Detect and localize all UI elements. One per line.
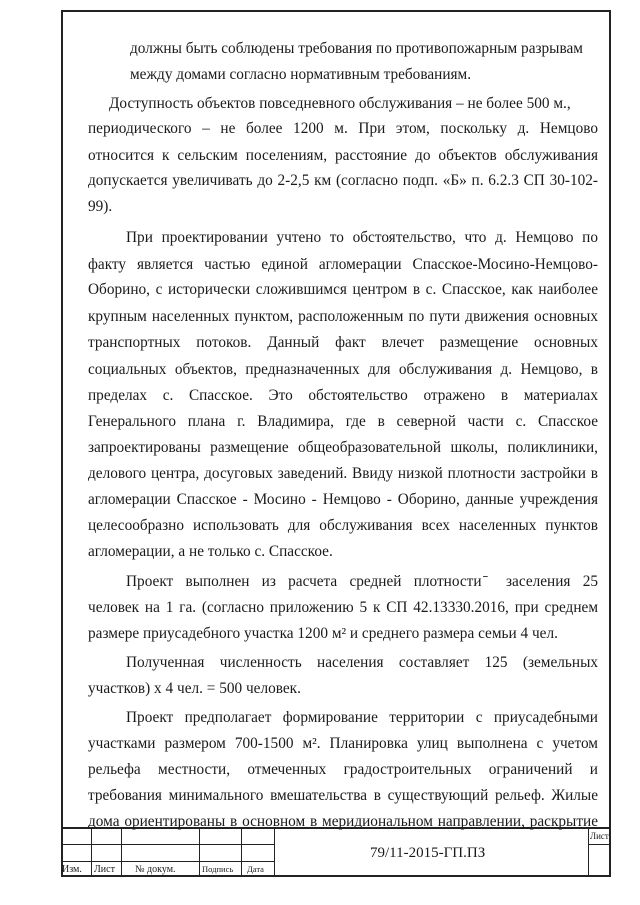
text-line: Проект выполнен из расчета средней плотности ̄ заселения 25 — [126, 573, 598, 590]
text-line: рельефа местности, отмеченных градостроительных ограничений и — [88, 761, 598, 778]
text-line: относится к сельским поселениям, расстояние до объектов обслуживания — [88, 147, 598, 164]
document-code: 79/11-2015-ГП.ПЗ — [370, 845, 486, 861]
text-line: агломерации, а не только с. Спасское. — [88, 543, 333, 560]
text-line: дома ориентированы в основном в меридиональном направлении, раскрытие — [88, 813, 598, 830]
text-line: целесообразно использовать для обслуживания всех населенных пунктов — [88, 517, 598, 534]
text-line: факту является частью единой агломерации Спасское-Мосино-Немцово- — [88, 256, 598, 273]
text-line: Полученная численность населения составляет 125 (земельных — [126, 654, 598, 671]
text-line: участков) х 4 чел. = 500 человек. — [88, 680, 301, 697]
title-block — [61, 827, 611, 877]
text-line: Генерального плана г. Владимира, где в северной части с. Спасское — [88, 413, 598, 430]
column-label-sheet: Лист — [94, 864, 115, 875]
text-line: участками размером 700-1500 м². Планировка улиц выполнена с учетом — [88, 735, 598, 752]
text-line: периодического – не более 1200 м. При этом, поскольку д. Немцово — [88, 120, 598, 137]
text-line: размере приусадебного участка 1200 м² и среднего размера семьи 4 чел. — [88, 625, 558, 642]
text-line: должны быть соблюдены требования по противопожарным разрывам — [130, 40, 583, 57]
text-line: запроектированы размещение общеобразовательной школы, поликлиники, — [88, 439, 598, 456]
text-line: человек на 1 га. (согласно приложению 5 к СП 42.13330.2016, при среднем — [88, 599, 598, 616]
column-label-date: Дата — [247, 864, 264, 874]
text-line: При проектировании учтено то обстоятельство, что д. Немцово по — [126, 229, 598, 246]
text-line: крупным населенных пунктом, расположенным по пути движения основных — [88, 308, 598, 325]
column-label-signature: Подпись — [202, 864, 234, 874]
text-line: агломерации Спасское - Мосино - Немцово - Оборино, данные учреждения — [88, 491, 598, 508]
text-line: пределах с. Спасское. Это обстоятельство отражено в материалах — [88, 387, 598, 404]
sheet-label: Лист — [590, 831, 609, 841]
text-line: 99). — [88, 198, 113, 215]
column-label-change: Изм. — [62, 864, 82, 875]
text-line: между домами согласно нормативным требованиям. — [130, 66, 472, 83]
text-line: Оборино, с исторически сложившимся центром в с. Спасское, как наиболее — [88, 281, 598, 298]
text-line: социальных объектов, предназначенных для обслуживания д. Немцово, в — [88, 361, 598, 378]
column-label-document-number: № докум. — [135, 864, 176, 875]
text-line: делового центра, досуговых заведений. Ввиду низкой плотности застройки в — [88, 465, 598, 482]
text-line: допускается увеличивать до 2-2,5 км (согласно подп. «Б» п. 6.2.3 СП 30-102- — [88, 172, 598, 189]
text-line: Проект предполагает формирование территории с приусадебными — [126, 709, 598, 726]
text-line: требования минимального вмешательства в существующий рельеф. Жилые — [88, 787, 598, 804]
text-line: Доступность объектов повседневного обслуживания – не более 500 м., — [109, 95, 571, 112]
text-line: транспортных потоков. Данный факт влечет размещение основных — [88, 334, 598, 351]
